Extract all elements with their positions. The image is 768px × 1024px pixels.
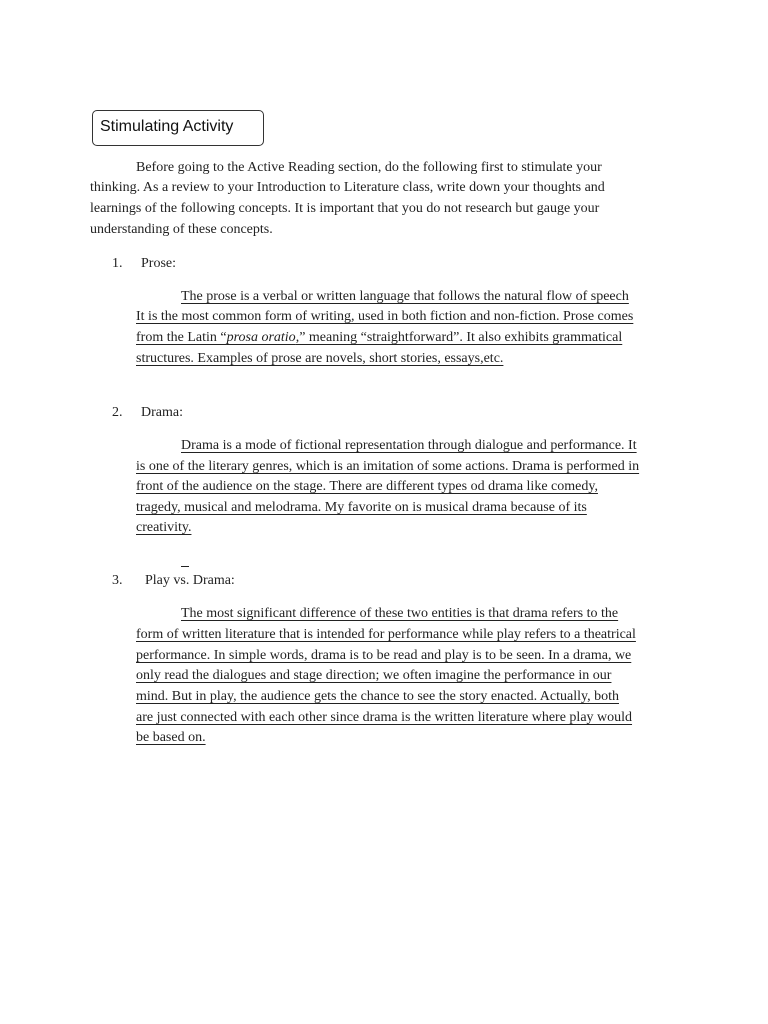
answer-line: creativity.: [136, 520, 192, 535]
answer-line: Drama is a mode of fictional representation through dialogue and performance. It: [181, 438, 637, 453]
answer-line: from the Latin “prosa oratio,” meaning “straightforward”. It also exhibits grammatical: [136, 330, 623, 345]
item-number: 3.: [112, 573, 123, 588]
item-label: Prose:: [141, 256, 176, 271]
answer-line: front of the audience on the stage. There are different types od drama like comedy,: [136, 479, 598, 494]
answer-line: form of written literature that is intended for performance while play refers to a theatrical: [136, 627, 636, 642]
item-label: Drama:: [141, 405, 183, 420]
answer-line: The prose is a verbal or written language that follows the natural flow of speech: [181, 289, 629, 304]
answer-line: It is the most common form of writing, used in both fiction and non-fiction. Prose comes: [136, 309, 634, 324]
page-title: Stimulating Activity: [100, 118, 234, 135]
answer-line: be based on.: [136, 730, 206, 745]
intro-line: understanding of these concepts.: [90, 222, 273, 237]
answer-line: tragedy, musical and melodrama. My favorite on is musical drama because of its: [136, 500, 587, 515]
answer-line: mind. But in play, the audience gets the chance to see the story enacted. Actually, both: [136, 689, 619, 704]
intro-line: thinking. As a review to your Introduction to Literature class, write down your thoughts and: [90, 180, 605, 195]
answer-line: are just connected with each other since drama is the written literature where play would: [136, 710, 633, 725]
item-label: Play vs. Drama:: [145, 573, 235, 588]
intro-line: learnings of the following concepts. It is important that you do not research but gauge your: [90, 201, 600, 216]
blank-underline: [181, 566, 189, 567]
answer-line: is one of the literary genres, which is an imitation of some actions. Drama is performed in: [136, 459, 640, 474]
item-number: 1.: [112, 256, 123, 271]
title-box: [92, 110, 264, 146]
answer-line: The most significant difference of these two entities is that drama refers to the: [181, 606, 619, 621]
answer-line: performance. In simple words, drama is to be read and play is to be seen. In a drama, we: [136, 648, 632, 663]
answer-line: only read the dialogues and stage direction; we often imagine the performance in our: [136, 668, 612, 683]
answer-line: structures. Examples of prose are novels, short stories, essays,etc.: [136, 351, 504, 366]
item-number: 2.: [112, 405, 123, 420]
intro-line: Before going to the Active Reading section, do the following first to stimulate your: [136, 160, 602, 175]
